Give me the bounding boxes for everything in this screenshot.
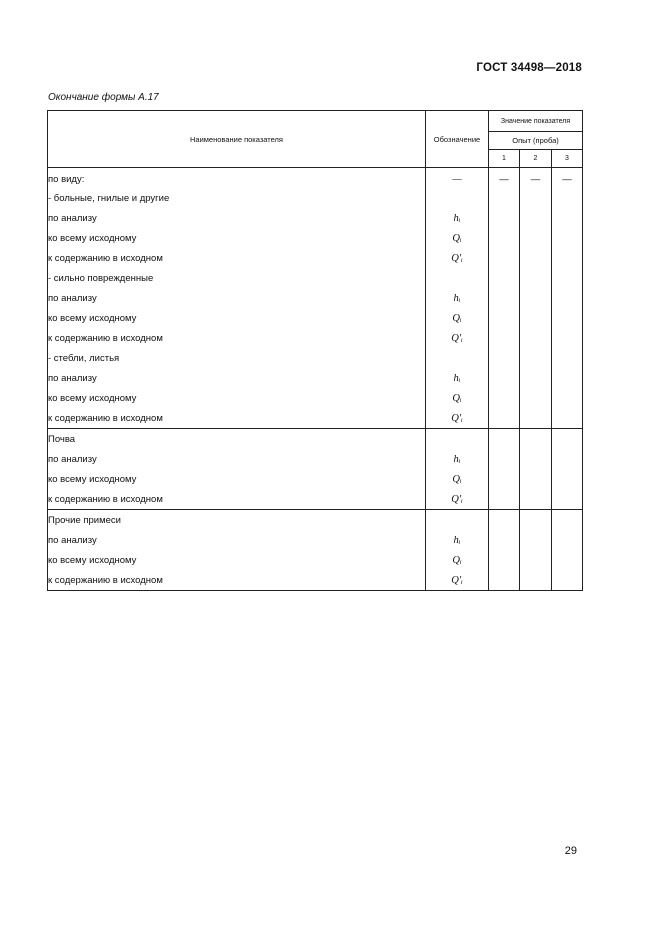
table-row: [48, 168, 583, 189]
row-trial-2-cell: [520, 228, 552, 248]
row-trial-1-cell: [489, 570, 520, 591]
row-trial-3-cell: [552, 429, 583, 450]
row-symbol-cell: Qᵢ: [426, 388, 489, 408]
row-trial-3-cell: [552, 449, 583, 469]
row-name-cell: к содержанию в исходном: [48, 570, 426, 591]
row-trial-2-cell: [520, 188, 552, 208]
col-name-header: Наименование показателя: [48, 111, 426, 168]
row-name-cell: ко всему исходному: [48, 469, 426, 489]
row-trial-2-cell: [520, 469, 552, 489]
row-name-cell: по анализу: [48, 288, 426, 308]
row-trial-2-cell: [520, 550, 552, 570]
row-name-cell: по анализу: [48, 208, 426, 228]
table-row: [48, 570, 583, 591]
row-trial-3-cell: [552, 510, 583, 531]
row-name-cell: к содержанию в исходном: [48, 248, 426, 268]
col-trial-2-header: 2: [520, 150, 552, 168]
row-trial-2-cell: [520, 388, 552, 408]
row-symbol-cell: [426, 188, 489, 208]
row-name-cell: по анализу: [48, 368, 426, 388]
table-row: [48, 510, 583, 531]
row-symbol-cell: Q'ᵢ: [426, 328, 489, 348]
row-symbol-cell: [426, 348, 489, 368]
row-trial-2-cell: [520, 368, 552, 388]
row-trial-3-cell: —: [552, 168, 583, 189]
indicator-table: [47, 110, 583, 591]
row-trial-3-cell: [552, 288, 583, 308]
table-row: [48, 308, 583, 328]
table-row: [48, 188, 583, 208]
row-symbol-cell: hᵢ: [426, 449, 489, 469]
row-name-cell: - сильно поврежденные: [48, 268, 426, 288]
row-symbol-cell: hᵢ: [426, 208, 489, 228]
row-trial-1-cell: [489, 469, 520, 489]
row-trial-1-cell: [489, 550, 520, 570]
row-name-cell: - больные, гнилые и другие: [48, 188, 426, 208]
row-name-cell: к содержанию в исходном: [48, 408, 426, 429]
table-row: [48, 348, 583, 368]
table-row: [48, 550, 583, 570]
row-trial-3-cell: [552, 328, 583, 348]
row-trial-3-cell: [552, 530, 583, 550]
row-trial-2-cell: [520, 308, 552, 328]
row-trial-1-cell: [489, 188, 520, 208]
col-value-group-header: Значение показателя: [489, 111, 583, 132]
row-symbol-cell: Qᵢ: [426, 550, 489, 570]
row-trial-1-cell: [489, 408, 520, 429]
row-symbol-cell: Qᵢ: [426, 469, 489, 489]
row-symbol-cell: [426, 429, 489, 450]
row-name-cell: по анализу: [48, 530, 426, 550]
row-symbol-cell: Q'ᵢ: [426, 248, 489, 268]
row-trial-1-cell: [489, 288, 520, 308]
table-row: [48, 288, 583, 308]
row-trial-2-cell: [520, 570, 552, 591]
row-trial-1-cell: —: [489, 168, 520, 189]
row-trial-1-cell: [489, 388, 520, 408]
row-trial-1-cell: [489, 268, 520, 288]
row-symbol-cell: [426, 268, 489, 288]
row-trial-2-cell: [520, 429, 552, 450]
row-trial-3-cell: [552, 348, 583, 368]
col-trial-3-header: 3: [552, 150, 583, 168]
row-symbol-cell: Q'ᵢ: [426, 489, 489, 510]
row-symbol-cell: —: [426, 168, 489, 189]
row-trial-1-cell: [489, 368, 520, 388]
row-name-cell: к содержанию в исходном: [48, 489, 426, 510]
row-trial-1-cell: [489, 489, 520, 510]
table-row: [48, 388, 583, 408]
row-name-cell: Почва: [48, 429, 426, 450]
col-symbol-header: Обозначение: [426, 111, 489, 168]
table-header: [48, 111, 583, 168]
form-caption: Окончание формы А.17: [48, 92, 159, 103]
row-trial-2-cell: [520, 530, 552, 550]
table-row: [48, 489, 583, 510]
row-trial-3-cell: [552, 268, 583, 288]
row-name-cell: - стебли, листья: [48, 348, 426, 368]
row-trial-3-cell: [552, 388, 583, 408]
row-trial-3-cell: [552, 308, 583, 328]
row-trial-2-cell: [520, 348, 552, 368]
row-trial-1-cell: [489, 429, 520, 450]
row-trial-3-cell: [552, 570, 583, 591]
row-symbol-cell: Q'ᵢ: [426, 408, 489, 429]
row-trial-2-cell: [520, 288, 552, 308]
row-trial-2-cell: [520, 408, 552, 429]
row-symbol-cell: hᵢ: [426, 368, 489, 388]
row-symbol-cell: hᵢ: [426, 530, 489, 550]
table-row: [48, 408, 583, 429]
row-trial-1-cell: [489, 530, 520, 550]
row-name-cell: ко всему исходному: [48, 308, 426, 328]
table-row: [48, 268, 583, 288]
table-body: [48, 168, 583, 591]
row-trial-2-cell: —: [520, 168, 552, 189]
row-trial-3-cell: [552, 188, 583, 208]
row-name-cell: Прочие примеси: [48, 510, 426, 531]
page-number: 29: [564, 845, 577, 857]
row-trial-1-cell: [489, 208, 520, 228]
row-trial-1-cell: [489, 348, 520, 368]
row-trial-1-cell: [489, 228, 520, 248]
table-row: [48, 530, 583, 550]
row-name-cell: по виду:: [48, 168, 426, 189]
row-name-cell: к содержанию в исходном: [48, 328, 426, 348]
table-row: [48, 469, 583, 489]
row-trial-2-cell: [520, 449, 552, 469]
row-trial-2-cell: [520, 510, 552, 531]
row-trial-3-cell: [552, 550, 583, 570]
row-symbol-cell: hᵢ: [426, 288, 489, 308]
row-symbol-cell: Q'ᵢ: [426, 570, 489, 591]
row-trial-3-cell: [552, 208, 583, 228]
table-row: [48, 208, 583, 228]
row-name-cell: ко всему исходному: [48, 550, 426, 570]
row-trial-2-cell: [520, 248, 552, 268]
row-trial-1-cell: [489, 248, 520, 268]
row-symbol-cell: [426, 510, 489, 531]
table-row: [48, 449, 583, 469]
table-row: [48, 228, 583, 248]
row-trial-3-cell: [552, 469, 583, 489]
row-trial-3-cell: [552, 228, 583, 248]
row-trial-2-cell: [520, 268, 552, 288]
table-row: [48, 429, 583, 450]
row-trial-1-cell: [489, 328, 520, 348]
table-row: [48, 248, 583, 268]
row-name-cell: ко всему исходному: [48, 228, 426, 248]
row-trial-1-cell: [489, 308, 520, 328]
row-trial-3-cell: [552, 408, 583, 429]
row-symbol-cell: Qᵢ: [426, 228, 489, 248]
document-code: ГОСТ 34498—2018: [476, 62, 582, 74]
col-trial-1-header: 1: [489, 150, 520, 168]
row-symbol-cell: Qᵢ: [426, 308, 489, 328]
table-row: [48, 368, 583, 388]
row-trial-2-cell: [520, 208, 552, 228]
row-trial-2-cell: [520, 489, 552, 510]
row-name-cell: по анализу: [48, 449, 426, 469]
row-trial-3-cell: [552, 248, 583, 268]
row-trial-3-cell: [552, 489, 583, 510]
row-trial-2-cell: [520, 328, 552, 348]
row-trial-3-cell: [552, 368, 583, 388]
col-trial-group-header: Опыт (проба): [489, 132, 583, 150]
row-trial-1-cell: [489, 449, 520, 469]
row-trial-1-cell: [489, 510, 520, 531]
table-row: [48, 328, 583, 348]
row-name-cell: ко всему исходному: [48, 388, 426, 408]
